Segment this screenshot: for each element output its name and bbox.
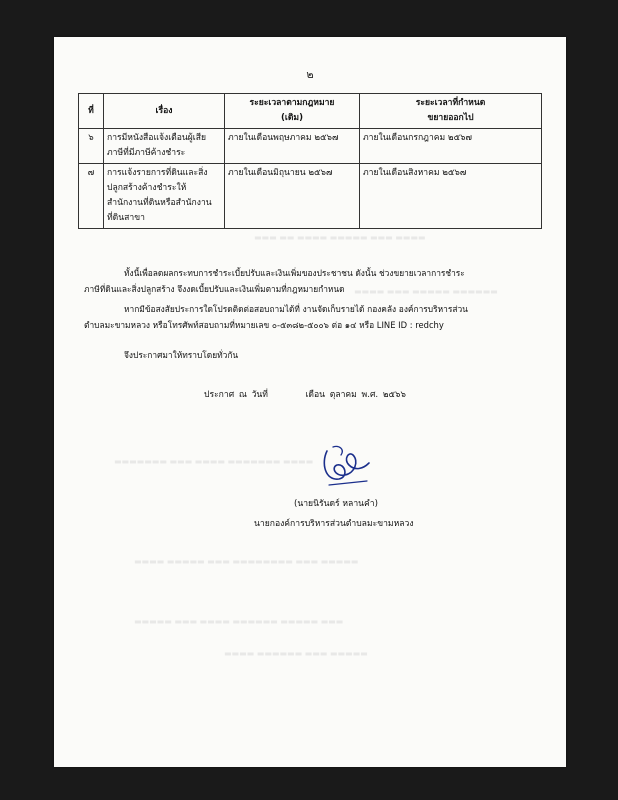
bleed-through-text: ▬▬▬▬ ▬▬▬ ▬▬▬▬▬ ▬▬▬▬▬▬ [354,287,498,296]
header-subject: เรื่อง [104,94,225,129]
row-subject: การมีหนังสือแจ้งเตือนผู้เสีย ภาษีที่มีภาษีค้างชำระ [104,129,225,164]
signatory-position: นายกองค์การบริหารส่วนตำบลมะขามหลวง [254,519,414,529]
header-extended-period: ระยะเวลาที่กำหนด ขยายออกไป [360,94,542,129]
announcement-month: เดือน ตุลาคม พ.ศ. ๒๕๖๖ [305,390,406,400]
announcement-prefix: ประกาศ ณ วันที่ [204,390,268,400]
header-no: ที่ [79,94,104,129]
page-number: ๒ [306,68,314,81]
bleed-through-text: ▬▬▬▬ ▬▬▬▬▬▬ ▬▬▬ ▬▬▬▬▬ [224,649,368,658]
bleed-through-text: ▬▬▬▬ ▬▬▬▬▬ ▬▬▬ ▬▬▬▬▬▬▬▬ ▬▬▬ ▬▬▬▬▬ [134,557,359,566]
paragraph-contact: หากมีข้อสงสัยประการใดโปรดติดต่อสอบถามได้ที่ งานจัดเก็บรายได้ กองคลัง องค์การบริหารส่วน ตำบลมะขามหลวง หรือโทรศัพท์สอบถามที่หมายเลข ๐-๕๓๘๒-๕๐๐๖ ต่อ ๑๔ หรือ LINE ID : redchy [84,304,468,330]
signatory-name: (นายนิรันดร์ หลานคำ) [294,499,378,509]
table-header-row [79,94,542,129]
paragraph-closing: จึงประกาศมาให้ทราบโดยทั่วกัน [124,350,239,360]
row-extended-period: ภายในเดือนกรกฎาคม ๒๕๖๗ [360,129,542,164]
paragraph-penalty-waiver: ทั้งนี้เพื่อลดผลกระทบการชำระเบี้ยปรับและเงินเพิ่มของประชาชน ดังนั้น ช่วงขยายเวลาการชำระ ภาษีที่ดินและสิ่งปลูกสร้าง จึงงดเบี้ยปรับและเงินเพิ่มตามที่กฎหมายกำหนด [84,268,465,294]
row-extended-period: ภายในเดือนสิงหาคม ๒๕๖๗ [360,164,542,229]
row-number: ๗ [79,164,104,229]
row-subject: การแจ้งรายการที่ดินและสิ่ง ปลูกสร้างค้างชำระให้ สำนักงานที่ดินหรือสำนักงาน ที่ดินสาขา [104,164,225,229]
period-table [78,93,542,229]
bleed-through-text: ▬▬▬ ▬▬ ▬▬▬▬ ▬▬▬▬▬ ▬▬▬ ▬▬▬▬ [254,233,426,242]
bleed-through-text: ▬▬▬▬▬ ▬▬▬ ▬▬▬▬ ▬▬▬▬▬▬ ▬▬▬▬▬ ▬▬▬ [134,617,344,626]
bleed-through-text: ▬▬▬▬▬▬▬ ▬▬▬ ▬▬▬▬ ▬▬▬▬▬▬▬ ▬▬▬▬ [114,457,314,466]
row-number: ๖ [79,129,104,164]
table-row [79,164,542,229]
header-original-period: ระยะเวลาตามกฎหมาย (เดิม) [225,94,360,129]
table-row [79,129,542,164]
document-page [54,37,566,767]
row-original-period: ภายในเดือนมิถุนายน ๒๕๖๗ [225,164,360,229]
announcement-date [204,387,406,401]
signature-image [319,441,375,489]
row-original-period: ภายในเดือนพฤษภาคม ๒๕๖๗ [225,129,360,164]
